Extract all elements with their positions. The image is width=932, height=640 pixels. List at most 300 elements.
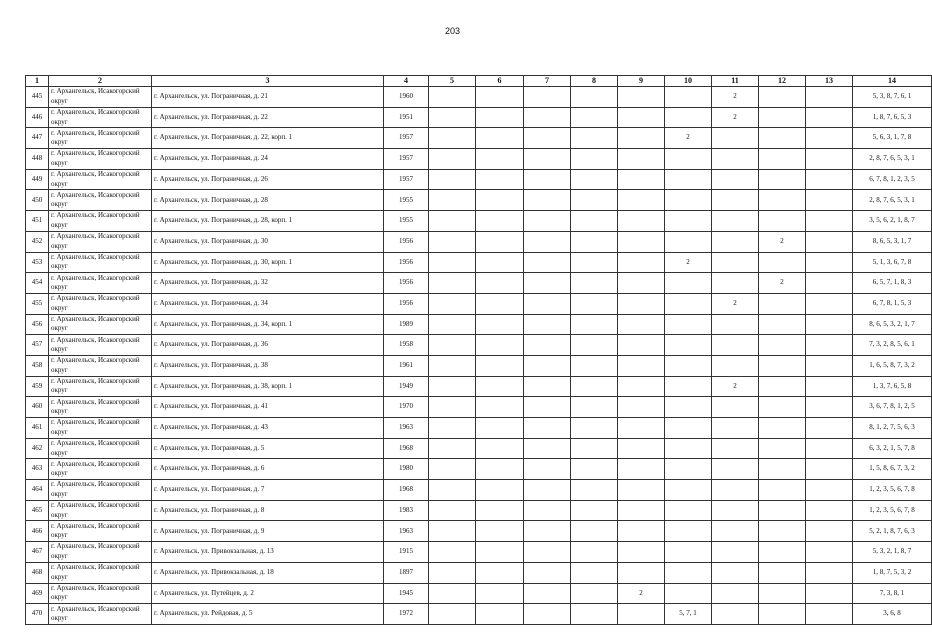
year-cell: 1956 <box>384 273 429 294</box>
col13-cell <box>806 397 853 418</box>
col7-cell <box>524 252 571 273</box>
col12-cell <box>759 190 806 211</box>
col5-cell <box>429 397 476 418</box>
col11-cell <box>712 500 759 521</box>
col6-cell <box>476 480 524 501</box>
col8-cell <box>571 480 618 501</box>
col5-cell <box>429 355 476 376</box>
year-cell: 1957 <box>384 149 429 170</box>
col9-cell <box>618 355 665 376</box>
col5-cell <box>429 521 476 542</box>
col12-cell <box>759 107 806 128</box>
col9-cell <box>618 459 665 480</box>
col6-cell <box>476 376 524 397</box>
address-cell: г. Архангельск, ул. Пограничная, д. 28 <box>152 190 384 211</box>
row-number: 470 <box>26 604 49 625</box>
address-cell: г. Архангельск, ул. Пограничная, д. 41 <box>152 397 384 418</box>
col7-cell <box>524 459 571 480</box>
col12-cell <box>759 418 806 439</box>
col5-cell <box>429 459 476 480</box>
col7-cell <box>524 583 571 604</box>
col8-cell <box>571 169 618 190</box>
col8-cell <box>571 500 618 521</box>
row-number: 465 <box>26 500 49 521</box>
col12-cell <box>759 397 806 418</box>
col9-cell <box>618 314 665 335</box>
address-cell: г. Архангельск, ул. Привокзальная, д. 18 <box>152 562 384 583</box>
col10-cell <box>665 562 712 583</box>
col5-cell <box>429 562 476 583</box>
row-number: 461 <box>26 418 49 439</box>
year-cell: 1968 <box>384 438 429 459</box>
col11-cell <box>712 438 759 459</box>
col6-cell <box>476 542 524 563</box>
district-cell: г. Архангельск, Исакогорский округ <box>49 231 152 252</box>
table-row <box>26 500 932 521</box>
district-cell: г. Архангельск, Исакогорский округ <box>49 355 152 376</box>
col7-cell <box>524 211 571 232</box>
table-row <box>26 87 932 108</box>
col7-cell <box>524 190 571 211</box>
col10-cell <box>665 438 712 459</box>
col6-cell <box>476 128 524 149</box>
row-number: 467 <box>26 542 49 563</box>
year-cell: 1970 <box>384 397 429 418</box>
col7-cell <box>524 335 571 356</box>
col8-cell <box>571 252 618 273</box>
year-cell: 1955 <box>384 190 429 211</box>
col8-cell <box>571 604 618 625</box>
col6-cell <box>476 418 524 439</box>
col13-cell <box>806 149 853 170</box>
year-cell: 1955 <box>384 211 429 232</box>
col7-cell <box>524 542 571 563</box>
col11-cell <box>712 521 759 542</box>
column-header-11: 11 <box>712 76 759 87</box>
col12-cell <box>759 314 806 335</box>
col14-cell: 2, 8, 7, 6, 5, 3, 1 <box>853 149 932 170</box>
col13-cell <box>806 190 853 211</box>
col13-cell <box>806 604 853 625</box>
address-cell: г. Архангельск, ул. Рейдовая, д. 5 <box>152 604 384 625</box>
col8-cell <box>571 521 618 542</box>
col6-cell <box>476 500 524 521</box>
col10-cell <box>665 149 712 170</box>
table-row <box>26 397 932 418</box>
district-cell: г. Архангельск, Исакогорский округ <box>49 459 152 480</box>
col8-cell <box>571 190 618 211</box>
col11-cell <box>712 418 759 439</box>
col10-cell <box>665 231 712 252</box>
col7-cell <box>524 604 571 625</box>
col14-cell: 1, 2, 3, 5, 6, 7, 8 <box>853 480 932 501</box>
year-cell: 1956 <box>384 252 429 273</box>
col12-cell <box>759 128 806 149</box>
col13-cell <box>806 376 853 397</box>
col6-cell <box>476 87 524 108</box>
row-number: 458 <box>26 355 49 376</box>
col7-cell <box>524 87 571 108</box>
col14-cell: 7, 3, 2, 8, 5, 6, 1 <box>853 335 932 356</box>
col12-cell: 2 <box>759 273 806 294</box>
table-header <box>26 76 932 87</box>
year-cell: 1960 <box>384 87 429 108</box>
col6-cell <box>476 314 524 335</box>
year-cell: 1958 <box>384 335 429 356</box>
col12-cell <box>759 604 806 625</box>
col9-cell <box>618 418 665 439</box>
row-number: 455 <box>26 293 49 314</box>
col10-cell <box>665 107 712 128</box>
table-row <box>26 273 932 294</box>
col10-cell <box>665 583 712 604</box>
address-cell: г. Архангельск, ул. Пограничная, д. 32 <box>152 273 384 294</box>
col5-cell <box>429 169 476 190</box>
col6-cell <box>476 438 524 459</box>
col11-cell <box>712 211 759 232</box>
year-cell: 1949 <box>384 376 429 397</box>
col6-cell <box>476 355 524 376</box>
col11-cell <box>712 190 759 211</box>
address-cell: г. Архангельск, ул. Пограничная, д. 5 <box>152 438 384 459</box>
district-cell: г. Архангельск, Исакогорский округ <box>49 211 152 232</box>
col14-cell: 8, 1, 2, 7, 5, 6, 3 <box>853 418 932 439</box>
col9-cell <box>618 500 665 521</box>
col9-cell <box>618 149 665 170</box>
col11-cell <box>712 128 759 149</box>
col5-cell <box>429 480 476 501</box>
col12-cell <box>759 335 806 356</box>
col11-cell <box>712 169 759 190</box>
table-row <box>26 211 932 232</box>
col13-cell <box>806 273 853 294</box>
address-cell: г. Архангельск, ул. Пограничная, д. 8 <box>152 500 384 521</box>
col12-cell <box>759 376 806 397</box>
column-header-10: 10 <box>665 76 712 87</box>
table-body <box>26 87 932 625</box>
col14-cell: 1, 6, 5, 8, 7, 3, 2 <box>853 355 932 376</box>
district-cell: г. Архангельск, Исакогорский округ <box>49 293 152 314</box>
col7-cell <box>524 273 571 294</box>
col6-cell <box>476 604 524 625</box>
row-number: 450 <box>26 190 49 211</box>
table-row <box>26 459 932 480</box>
col6-cell <box>476 190 524 211</box>
col10-cell <box>665 459 712 480</box>
table-row <box>26 335 932 356</box>
district-cell: г. Архангельск, Исакогорский округ <box>49 583 152 604</box>
col14-cell: 6, 7, 8, 1, 2, 3, 5 <box>853 169 932 190</box>
table-row <box>26 293 932 314</box>
year-cell: 1983 <box>384 500 429 521</box>
column-header-5: 5 <box>429 76 476 87</box>
col6-cell <box>476 397 524 418</box>
address-cell: г. Архангельск, ул. Пограничная, д. 38, корп. 1 <box>152 376 384 397</box>
col10-cell <box>665 521 712 542</box>
col14-cell: 1, 8, 7, 6, 5, 3 <box>853 107 932 128</box>
col9-cell <box>618 293 665 314</box>
col7-cell <box>524 355 571 376</box>
table-row <box>26 252 932 273</box>
row-number: 463 <box>26 459 49 480</box>
col11-cell <box>712 604 759 625</box>
col13-cell <box>806 438 853 459</box>
address-cell: г. Архангельск, ул. Пограничная, д. 36 <box>152 335 384 356</box>
col10-cell <box>665 211 712 232</box>
col14-cell: 5, 6, 3, 1, 7, 8 <box>853 128 932 149</box>
col6-cell <box>476 562 524 583</box>
col5-cell <box>429 376 476 397</box>
year-cell: 1961 <box>384 355 429 376</box>
col11-cell <box>712 397 759 418</box>
col10-cell <box>665 355 712 376</box>
col7-cell <box>524 376 571 397</box>
col10-cell <box>665 190 712 211</box>
year-cell: 1963 <box>384 521 429 542</box>
district-cell: г. Архангельск, Исакогорский округ <box>49 397 152 418</box>
table-row <box>26 583 932 604</box>
col6-cell <box>476 335 524 356</box>
col7-cell <box>524 314 571 335</box>
table-row <box>26 376 932 397</box>
col14-cell: 7, 3, 8, 1 <box>853 583 932 604</box>
column-header-9: 9 <box>618 76 665 87</box>
col9-cell <box>618 107 665 128</box>
address-cell: г. Архангельск, ул. Пограничная, д. 6 <box>152 459 384 480</box>
col14-cell: 6, 7, 8, 1, 5, 3 <box>853 293 932 314</box>
col5-cell <box>429 231 476 252</box>
column-header-13: 13 <box>806 76 853 87</box>
year-cell: 1897 <box>384 562 429 583</box>
column-header-6: 6 <box>476 76 524 87</box>
col12-cell <box>759 480 806 501</box>
table-row <box>26 128 932 149</box>
col7-cell <box>524 480 571 501</box>
col14-cell: 3, 6, 8 <box>853 604 932 625</box>
col13-cell <box>806 459 853 480</box>
district-cell: г. Архангельск, Исакогорский округ <box>49 190 152 211</box>
col5-cell <box>429 252 476 273</box>
col7-cell <box>524 418 571 439</box>
col9-cell <box>618 211 665 232</box>
col14-cell: 1, 5, 8, 6, 7, 3, 2 <box>853 459 932 480</box>
col12-cell <box>759 149 806 170</box>
col7-cell <box>524 521 571 542</box>
col8-cell <box>571 211 618 232</box>
col13-cell <box>806 107 853 128</box>
col12-cell <box>759 459 806 480</box>
col7-cell <box>524 438 571 459</box>
col11-cell <box>712 149 759 170</box>
table-row <box>26 169 932 190</box>
col10-cell <box>665 542 712 563</box>
col9-cell <box>618 87 665 108</box>
col6-cell <box>476 149 524 170</box>
col13-cell <box>806 169 853 190</box>
row-number: 446 <box>26 107 49 128</box>
col10-cell <box>665 397 712 418</box>
col12-cell <box>759 87 806 108</box>
table-row <box>26 418 932 439</box>
col6-cell <box>476 521 524 542</box>
col10-cell <box>665 418 712 439</box>
address-cell: г. Архангельск, ул. Пограничная, д. 28, корп. 1 <box>152 211 384 232</box>
col11-cell <box>712 562 759 583</box>
col9-cell <box>618 604 665 625</box>
district-cell: г. Архангельск, Исакогорский округ <box>49 252 152 273</box>
address-cell: г. Архангельск, ул. Пограничная, д. 34, корп. 1 <box>152 314 384 335</box>
row-number: 445 <box>26 87 49 108</box>
address-cell: г. Архангельск, ул. Пограничная, д. 34 <box>152 293 384 314</box>
column-header-2: 2 <box>49 76 152 87</box>
col13-cell <box>806 480 853 501</box>
col9-cell: 2 <box>618 583 665 604</box>
column-header-3: 3 <box>152 76 384 87</box>
col9-cell <box>618 169 665 190</box>
col10-cell <box>665 376 712 397</box>
district-cell: г. Архангельск, Исакогорский округ <box>49 604 152 625</box>
table-row <box>26 149 932 170</box>
col12-cell <box>759 583 806 604</box>
col13-cell <box>806 128 853 149</box>
col11-cell <box>712 459 759 480</box>
table-row <box>26 355 932 376</box>
col9-cell <box>618 128 665 149</box>
col6-cell <box>476 583 524 604</box>
row-number: 453 <box>26 252 49 273</box>
table-row <box>26 190 932 211</box>
col11-cell <box>712 355 759 376</box>
col5-cell <box>429 335 476 356</box>
col8-cell <box>571 87 618 108</box>
col11-cell: 2 <box>712 87 759 108</box>
district-cell: г. Архангельск, Исакогорский округ <box>49 521 152 542</box>
col8-cell <box>571 397 618 418</box>
col8-cell <box>571 231 618 252</box>
row-number: 459 <box>26 376 49 397</box>
column-header-4: 4 <box>384 76 429 87</box>
col11-cell <box>712 583 759 604</box>
col8-cell <box>571 335 618 356</box>
col5-cell <box>429 87 476 108</box>
row-number: 466 <box>26 521 49 542</box>
col5-cell <box>429 293 476 314</box>
row-number: 468 <box>26 562 49 583</box>
col5-cell <box>429 211 476 232</box>
col10-cell <box>665 480 712 501</box>
col5-cell <box>429 314 476 335</box>
district-cell: г. Архангельск, Исакогорский округ <box>49 87 152 108</box>
table-row <box>26 562 932 583</box>
address-cell: г. Архангельск, ул. Пограничная, д. 7 <box>152 480 384 501</box>
col10-cell <box>665 335 712 356</box>
col13-cell <box>806 335 853 356</box>
col9-cell <box>618 376 665 397</box>
col9-cell <box>618 542 665 563</box>
address-cell: г. Архангельск, ул. Пограничная, д. 26 <box>152 169 384 190</box>
address-cell: г. Архангельск, ул. Привокзальная, д. 13 <box>152 542 384 563</box>
col14-cell: 6, 3, 2, 1, 5, 7, 8 <box>853 438 932 459</box>
col13-cell <box>806 314 853 335</box>
row-number: 469 <box>26 583 49 604</box>
address-cell: г. Архангельск, ул. Пограничная, д. 38 <box>152 355 384 376</box>
col11-cell <box>712 480 759 501</box>
col8-cell <box>571 107 618 128</box>
col8-cell <box>571 418 618 439</box>
col13-cell <box>806 211 853 232</box>
table-row <box>26 107 932 128</box>
row-number: 464 <box>26 480 49 501</box>
registry-table <box>25 75 932 625</box>
table-row <box>26 231 932 252</box>
col5-cell <box>429 418 476 439</box>
col11-cell: 2 <box>712 293 759 314</box>
col5-cell <box>429 190 476 211</box>
col9-cell <box>618 397 665 418</box>
col13-cell <box>806 583 853 604</box>
col13-cell <box>806 87 853 108</box>
col8-cell <box>571 438 618 459</box>
row-number: 454 <box>26 273 49 294</box>
col6-cell <box>476 169 524 190</box>
col10-cell <box>665 293 712 314</box>
district-cell: г. Архангельск, Исакогорский округ <box>49 149 152 170</box>
col7-cell <box>524 231 571 252</box>
col12-cell <box>759 521 806 542</box>
col8-cell <box>571 273 618 294</box>
row-number: 460 <box>26 397 49 418</box>
address-cell: г. Архангельск, ул. Пограничная, д. 9 <box>152 521 384 542</box>
row-number: 456 <box>26 314 49 335</box>
year-cell: 1945 <box>384 583 429 604</box>
col13-cell <box>806 418 853 439</box>
table-row <box>26 542 932 563</box>
column-header-12: 12 <box>759 76 806 87</box>
col10-cell <box>665 169 712 190</box>
year-cell: 1980 <box>384 459 429 480</box>
col7-cell <box>524 169 571 190</box>
col9-cell <box>618 335 665 356</box>
address-cell: г. Архангельск, ул. Пограничная, д. 43 <box>152 418 384 439</box>
col8-cell <box>571 562 618 583</box>
col10-cell: 2 <box>665 252 712 273</box>
col13-cell <box>806 231 853 252</box>
table-row <box>26 314 932 335</box>
col12-cell <box>759 169 806 190</box>
col11-cell <box>712 252 759 273</box>
district-cell: г. Архангельск, Исакогорский округ <box>49 169 152 190</box>
col6-cell <box>476 231 524 252</box>
col8-cell <box>571 314 618 335</box>
col5-cell <box>429 273 476 294</box>
col9-cell <box>618 438 665 459</box>
col9-cell <box>618 231 665 252</box>
col9-cell <box>618 252 665 273</box>
year-cell: 1956 <box>384 231 429 252</box>
year-cell: 1951 <box>384 107 429 128</box>
district-cell: г. Архангельск, Исакогорский округ <box>49 376 152 397</box>
column-header-14: 14 <box>853 76 932 87</box>
col9-cell <box>618 190 665 211</box>
table-row <box>26 480 932 501</box>
col8-cell <box>571 355 618 376</box>
address-cell: г. Архангельск, ул. Пограничная, д. 21 <box>152 87 384 108</box>
col9-cell <box>618 480 665 501</box>
address-cell: г. Архангельск, ул. Пограничная, д. 24 <box>152 149 384 170</box>
col12-cell <box>759 252 806 273</box>
col7-cell <box>524 107 571 128</box>
col9-cell <box>618 273 665 294</box>
